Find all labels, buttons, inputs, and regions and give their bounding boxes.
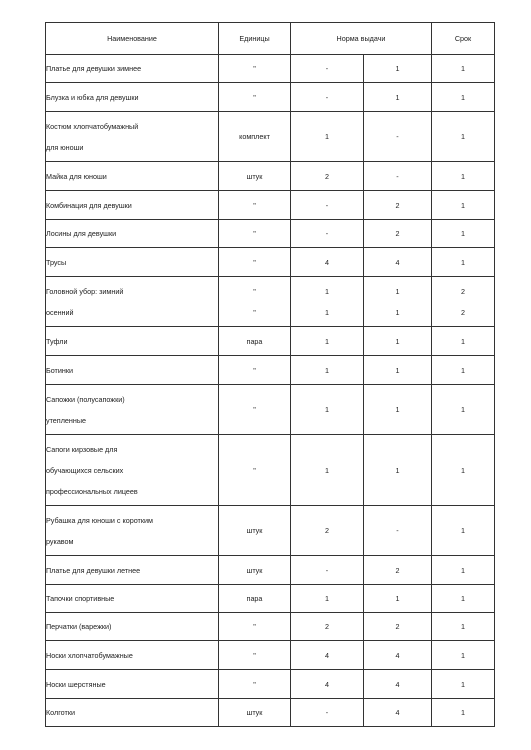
cell-line: 4: [395, 257, 400, 267]
header-row: [46, 23, 495, 55]
cell-term: [432, 248, 495, 277]
cell-name: [46, 699, 219, 727]
cell-line: рукавом: [46, 536, 74, 546]
cell-line: 4: [395, 708, 400, 717]
cell-line: 4: [325, 257, 329, 267]
cell-term: [432, 385, 495, 435]
cell-n2: [364, 585, 432, 613]
cell-n1: [291, 277, 364, 327]
cell-line: Костюм хлопчатобумажный: [46, 121, 139, 131]
cell-n1: [291, 191, 364, 220]
cell-n2: [364, 112, 432, 162]
cell-line: 4: [325, 650, 329, 660]
header-norm: Норма выдачи: [291, 23, 432, 55]
cell-name: [46, 220, 219, 248]
table-row: [46, 385, 495, 435]
cell-line: 1: [325, 405, 329, 414]
cell-line: ": [253, 679, 256, 689]
cell-term: [432, 55, 495, 83]
cell-n2: [364, 327, 432, 356]
cell-unit: [219, 327, 291, 356]
cell-line: ": [253, 365, 256, 375]
cell-line: 1: [395, 336, 400, 346]
cell-line: ": [253, 92, 256, 102]
cell-line: -: [396, 171, 399, 181]
cell-line: пара: [246, 594, 263, 603]
cell-line: 1: [395, 365, 400, 375]
cell-line: пара: [246, 336, 263, 346]
cell-line: 1: [461, 257, 465, 267]
cell-line: Носки шерстяные: [46, 679, 106, 689]
cell-line: штук: [246, 565, 263, 575]
cell-line: 4: [395, 650, 400, 660]
cell-line: 1: [461, 526, 465, 535]
cell-term: [432, 83, 495, 112]
cell-line: Ботинки: [46, 365, 73, 375]
table-row: [46, 613, 495, 641]
cell-term: [432, 699, 495, 727]
cell-line: 2: [325, 622, 329, 631]
cell-name: [46, 83, 219, 112]
cell-name: [46, 585, 219, 613]
cell-line: 4: [395, 679, 400, 689]
cell-name: [46, 613, 219, 641]
cell-line: 1: [325, 336, 329, 346]
cell-n1: [291, 699, 364, 727]
cell-line: 1: [461, 64, 465, 73]
cell-n2: [364, 506, 432, 556]
cell-line: обучающихся сельских: [46, 465, 124, 475]
cell-unit: [219, 506, 291, 556]
table-row: [46, 277, 495, 327]
cell-line: ": [253, 465, 256, 475]
cell-line: 2: [395, 565, 400, 575]
cell-unit: [219, 277, 291, 327]
table-row: [46, 83, 495, 112]
cell-line: ": [253, 200, 256, 210]
table-row: [46, 435, 495, 506]
table-row: [46, 55, 495, 83]
header-term: Срок: [432, 23, 495, 55]
cell-term: [432, 613, 495, 641]
cell-unit: [219, 435, 291, 506]
cell-n1: [291, 220, 364, 248]
cell-term: [432, 585, 495, 613]
cell-line: Рубашка для юноши с коротким: [46, 515, 153, 525]
cell-unit: [219, 556, 291, 585]
cell-line: 1: [325, 594, 329, 603]
cell-n1: [291, 435, 364, 506]
cell-unit: [219, 55, 291, 83]
cell-line: профессиональных лицеев: [46, 486, 138, 496]
cell-line: утепленные: [46, 415, 86, 425]
cell-n1: [291, 356, 364, 385]
table-row: [46, 556, 495, 585]
header-name: Наименование: [46, 23, 219, 55]
table-row: [46, 248, 495, 277]
cell-line: штук: [246, 526, 263, 535]
cell-unit: [219, 248, 291, 277]
cell-n2: [364, 162, 432, 191]
cell-n1: [291, 55, 364, 83]
cell-line: Платье для девушки летнее: [46, 565, 141, 575]
cell-line: 1: [325, 286, 329, 296]
cell-n2: [364, 356, 432, 385]
cell-name: [46, 55, 219, 83]
cell-n1: [291, 641, 364, 670]
cell-n2: [364, 699, 432, 727]
cell-line: ": [253, 286, 256, 296]
table-row: [46, 162, 495, 191]
cell-n1: [291, 83, 364, 112]
cell-unit: [219, 613, 291, 641]
cell-line: осенний: [46, 307, 74, 317]
cell-name: [46, 327, 219, 356]
cell-n2: [364, 435, 432, 506]
cell-unit: [219, 385, 291, 435]
cell-name: [46, 506, 219, 556]
table-row: [46, 699, 495, 727]
table-row: [46, 112, 495, 162]
cell-line: Перчатки (варежки): [46, 622, 112, 631]
cell-term: [432, 112, 495, 162]
cell-n2: [364, 55, 432, 83]
cell-line: 1: [461, 200, 465, 210]
cell-line: 2: [395, 622, 400, 631]
cell-line: 1: [461, 594, 465, 603]
table-row: [46, 506, 495, 556]
cell-line: 2: [325, 171, 329, 181]
cell-n2: [364, 613, 432, 641]
table-row: [46, 670, 495, 699]
cell-name: [46, 641, 219, 670]
cell-name: [46, 356, 219, 385]
cell-name: [46, 191, 219, 220]
table-row: [46, 191, 495, 220]
cell-name: [46, 248, 219, 277]
cell-line: ": [253, 64, 256, 73]
cell-n2: [364, 83, 432, 112]
cell-n2: [364, 641, 432, 670]
cell-line: 4: [325, 679, 329, 689]
cell-line: ": [253, 257, 256, 267]
cell-term: [432, 356, 495, 385]
cell-line: для юноши: [46, 142, 84, 152]
cell-unit: [219, 670, 291, 699]
cell-unit: [219, 641, 291, 670]
cell-n1: [291, 556, 364, 585]
cell-unit: [219, 112, 291, 162]
cell-line: 1: [461, 92, 465, 102]
cell-term: [432, 277, 495, 327]
cell-line: -: [325, 92, 329, 102]
header-units: Единицы: [219, 23, 291, 55]
cell-name: [46, 162, 219, 191]
cell-term: [432, 191, 495, 220]
cell-term: [432, 670, 495, 699]
cell-line: 1: [461, 565, 465, 575]
cell-line: 1: [461, 708, 465, 717]
cell-n2: [364, 220, 432, 248]
cell-n2: [364, 277, 432, 327]
cell-line: 1: [461, 622, 465, 631]
cell-term: [432, 220, 495, 248]
cell-line: Тапочки спортивные: [46, 594, 115, 603]
cell-n1: [291, 162, 364, 191]
cell-line: 2: [325, 526, 329, 535]
cell-unit: [219, 699, 291, 727]
cell-line: Носки хлопчатобумажные: [46, 650, 133, 660]
cell-line: Лосины для девушки: [46, 229, 117, 238]
table-row: [46, 356, 495, 385]
cell-line: ": [253, 229, 256, 238]
cell-term: [432, 506, 495, 556]
cell-term: [432, 327, 495, 356]
cell-term: [432, 641, 495, 670]
cell-line: 1: [461, 405, 465, 414]
cell-n1: [291, 248, 364, 277]
cell-name: [46, 277, 219, 327]
cell-name: [46, 385, 219, 435]
cell-line: 2: [461, 286, 465, 296]
cell-line: ": [253, 650, 256, 660]
cell-line: Майка для юноши: [46, 171, 107, 181]
table-row: [46, 585, 495, 613]
cell-n2: [364, 191, 432, 220]
table-row: [46, 220, 495, 248]
cell-line: 1: [395, 307, 400, 317]
cell-term: [432, 556, 495, 585]
cell-line: Колготки: [46, 708, 75, 717]
cell-line: штук: [246, 708, 263, 717]
cell-line: 1: [395, 594, 400, 603]
table-row: [46, 327, 495, 356]
cell-line: -: [325, 200, 329, 210]
cell-unit: [219, 220, 291, 248]
table-body: [46, 23, 495, 727]
cell-n1: [291, 385, 364, 435]
cell-unit: [219, 585, 291, 613]
cell-n1: [291, 585, 364, 613]
cell-line: 1: [395, 405, 400, 414]
cell-name: [46, 670, 219, 699]
cell-line: Сапожки (полусапожки): [46, 394, 125, 404]
cell-line: 1: [461, 679, 465, 689]
table-row: [46, 641, 495, 670]
cell-line: 1: [461, 336, 465, 346]
cell-name: [46, 435, 219, 506]
cell-line: комплект: [239, 132, 270, 141]
cell-unit: [219, 83, 291, 112]
cell-line: Блузка и юбка для девушки: [46, 92, 139, 102]
cell-line: Платье для девушки зимнее: [46, 64, 142, 73]
cell-line: -: [325, 708, 329, 717]
cell-line: Головной убор: зимний: [46, 286, 124, 296]
cell-line: 1: [395, 64, 400, 73]
cell-term: [432, 162, 495, 191]
cell-line: -: [396, 132, 399, 141]
cell-line: ": [253, 307, 256, 317]
cell-line: 1: [461, 229, 465, 238]
cell-unit: [219, 356, 291, 385]
cell-line: 2: [461, 307, 465, 317]
cell-line: -: [325, 229, 329, 238]
cell-line: 1: [325, 465, 329, 475]
cell-line: -: [325, 565, 329, 575]
cell-n1: [291, 112, 364, 162]
clothing-norms-table: [45, 22, 495, 727]
cell-n1: [291, 670, 364, 699]
cell-n2: [364, 670, 432, 699]
cell-name: [46, 112, 219, 162]
cell-line: Туфли: [46, 336, 68, 346]
cell-line: 1: [325, 365, 329, 375]
cell-line: 1: [461, 465, 465, 475]
cell-n1: [291, 506, 364, 556]
cell-line: 2: [395, 200, 400, 210]
cell-unit: [219, 191, 291, 220]
cell-line: 2: [395, 229, 400, 238]
cell-line: 1: [461, 365, 465, 375]
cell-n2: [364, 385, 432, 435]
cell-n1: [291, 327, 364, 356]
cell-line: 1: [461, 650, 465, 660]
cell-line: 1: [395, 465, 400, 475]
cell-line: штук: [246, 171, 263, 181]
cell-term: [432, 435, 495, 506]
cell-unit: [219, 162, 291, 191]
cell-line: 1: [325, 132, 329, 141]
cell-name: [46, 556, 219, 585]
cell-line: Комбинация для девушки: [46, 200, 132, 210]
cell-line: -: [325, 64, 329, 73]
cell-n2: [364, 556, 432, 585]
cell-line: ": [253, 405, 256, 414]
cell-line: Сапоги кирзовые для: [46, 444, 118, 454]
cell-n2: [364, 248, 432, 277]
cell-line: ": [253, 622, 256, 631]
cell-line: 1: [461, 132, 465, 141]
cell-line: 1: [461, 171, 465, 181]
cell-line: 1: [395, 286, 400, 296]
cell-line: 1: [395, 92, 400, 102]
cell-line: 1: [325, 307, 329, 317]
cell-line: Трусы: [46, 257, 67, 267]
cell-line: -: [396, 526, 399, 535]
cell-n1: [291, 613, 364, 641]
